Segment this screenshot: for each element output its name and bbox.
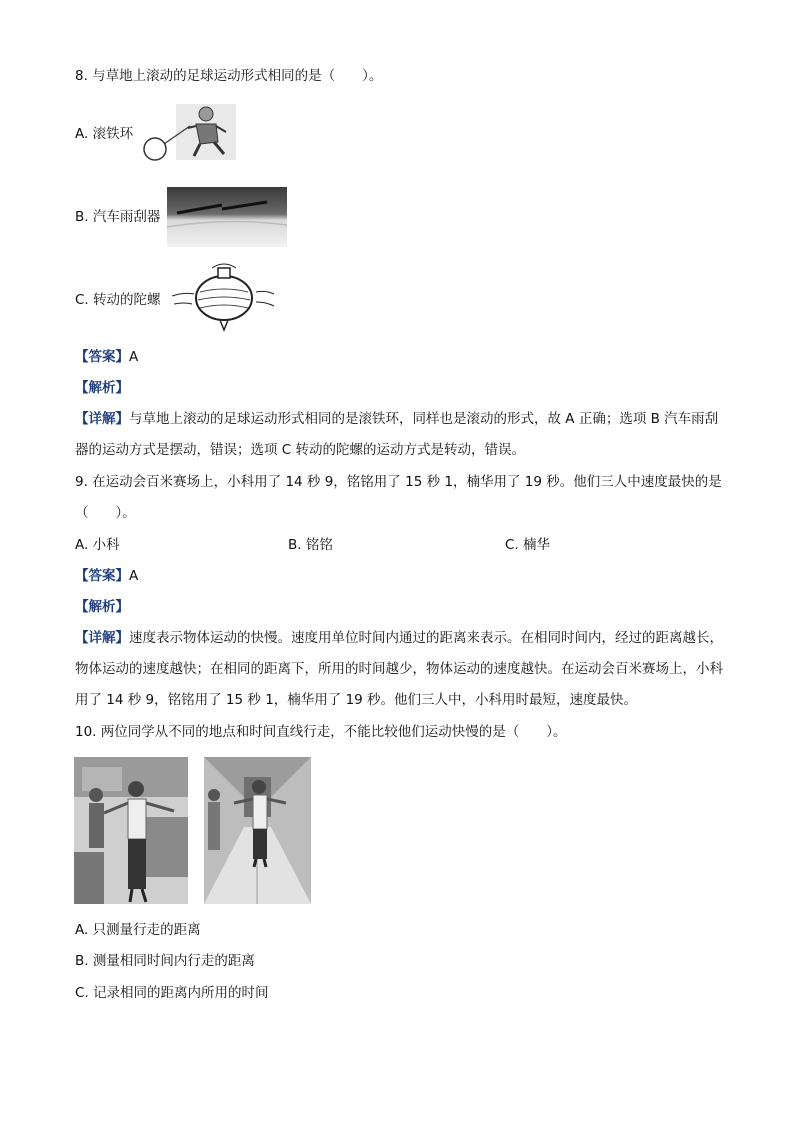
option-text: 测量相同时间内行走的距离 xyxy=(92,953,255,969)
answer-value: A xyxy=(129,568,139,584)
q8-option-b xyxy=(75,207,160,227)
detail-text: 与草地上滚动的足球运动形式相同的是滚铁环，同样也是滚动的形式，故 A 正确；选项 B 汽车雨刮器的运动方式是摆动，错误；选项 C 转动的陀螺的运动方式是转动，错误。 xyxy=(75,411,719,458)
option-text: 滚铁环 xyxy=(92,126,134,142)
answer-tag: 【答案】 xyxy=(75,349,129,365)
windshield-wiper-photo xyxy=(167,187,287,247)
q10-option-b xyxy=(75,951,255,971)
answer-tag: 【答案】 xyxy=(75,568,129,584)
spinning-top-illustration xyxy=(170,262,278,332)
option-text: 铭铭 xyxy=(305,537,333,553)
detail-text: 速度表示物体运动的快慢。速度用单位时间内通过的距离来表示。在相同时间内，经过的距离越长，物体运动的速度越快；在相同的距离下，所用的时间越少，物体运动的速度越快。在运动会百米赛场上，小科用了 14 秒 9，铭铭用了 15 秒 1，楠华用了 19 秒。他们三人中，小科用时最短，速度最快。 xyxy=(75,630,723,708)
option-label: C. xyxy=(505,537,519,553)
hoop-rolling-illustration xyxy=(138,102,238,162)
option-label: B. xyxy=(75,209,89,225)
option-label: A. xyxy=(75,537,89,553)
q9-analysis-tag xyxy=(75,597,129,617)
option-text: 小科 xyxy=(92,537,120,553)
option-text: 楠华 xyxy=(523,537,551,553)
q10-stem: 10. 两位同学从不同的地点和时间直线行走，不能比较他们运动快慢的是（ ）。 xyxy=(75,724,567,740)
detail-tag: 【详解】 xyxy=(75,630,129,646)
option-text: 转动的陀螺 xyxy=(93,292,161,308)
option-label: A. xyxy=(75,126,89,142)
option-text: 只测量行走的距离 xyxy=(92,922,201,938)
option-label: C. xyxy=(75,985,89,1001)
q9-stem-line1: 9. 在运动会百米赛场上，小科用了 14 秒 9，铭铭用了 15 秒 1，楠华用了 19 秒。他们三人中速度最快的是 xyxy=(75,474,722,490)
q8-detail xyxy=(75,404,725,466)
option-label: B. xyxy=(75,953,89,969)
q10-option-c xyxy=(75,983,269,1003)
q8-analysis-tag xyxy=(75,378,129,398)
classroom-walking-photo xyxy=(74,757,188,904)
q9-option-b xyxy=(288,535,333,555)
q9-option-c xyxy=(505,535,550,555)
option-text: 汽车雨刮器 xyxy=(92,209,161,225)
q9-detail xyxy=(75,623,725,716)
detail-tag: 【详解】 xyxy=(75,411,129,427)
option-label: B. xyxy=(288,537,302,553)
q8-option-c xyxy=(75,290,161,310)
option-label: A. xyxy=(75,922,89,938)
analysis-tag: 【解析】 xyxy=(75,380,129,396)
q9-option-a xyxy=(75,535,120,555)
answer-value: A xyxy=(129,349,139,365)
q8-option-a xyxy=(75,124,133,144)
q10-option-a xyxy=(75,920,201,940)
option-label: C. xyxy=(75,292,89,308)
q9-stem-line2: （ ）。 xyxy=(75,505,136,521)
analysis-tag: 【解析】 xyxy=(75,599,129,615)
option-text: 记录相同的距离内所用的时间 xyxy=(93,985,269,1001)
corridor-walking-photo xyxy=(204,757,311,904)
q8-answer xyxy=(75,347,138,367)
q9-answer xyxy=(75,566,138,586)
q8-stem: 8. 与草地上滚动的足球运动形式相同的是（ ）。 xyxy=(75,68,383,84)
